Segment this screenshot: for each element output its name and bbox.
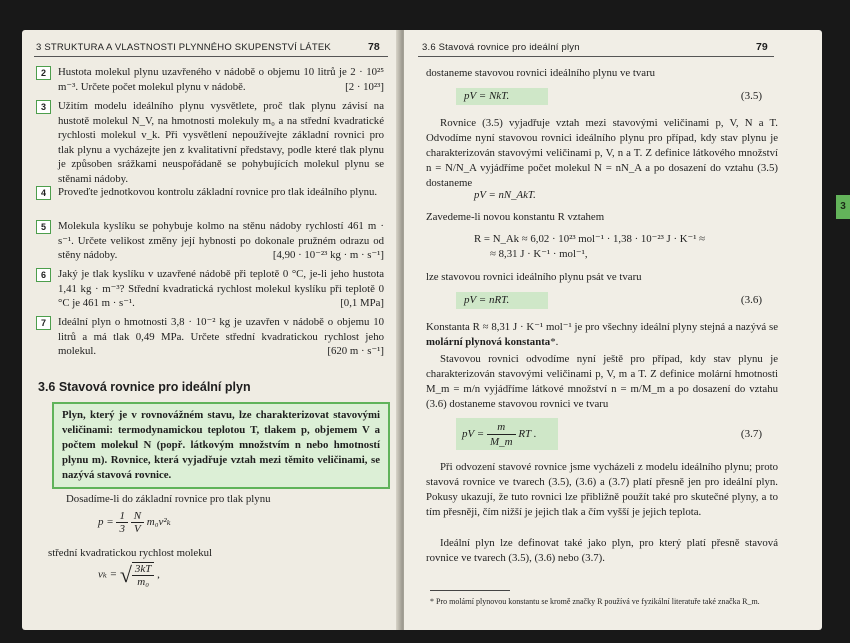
fraction-denominator: m₀ (137, 576, 150, 588)
eq-lhs: p = (98, 516, 114, 529)
left-page-number: 78 (368, 41, 380, 53)
paragraph: dostaneme stavovou rovnici ideálního plynu ve tvaru (426, 67, 656, 79)
fraction-numerator: 1 (116, 510, 128, 523)
exercise-item (58, 99, 384, 187)
header-rule (418, 56, 774, 57)
fraction-denominator: 3 (119, 523, 125, 535)
fraction (116, 510, 128, 535)
left-running-header: 3 STRUKTURA A VLASTNOSTI PLYNNÉHO SKUPENSTVÍ LÁTEK (36, 42, 331, 53)
left-page (22, 30, 402, 630)
exercise-item (58, 267, 384, 311)
term-bold: molární plynová konstanta (426, 336, 551, 348)
right-running-header: 3.6 Stavová rovnice pro ideální plyn (422, 42, 580, 53)
exercise-number: 3 (36, 100, 51, 114)
exercise-number: 5 (36, 220, 51, 234)
right-page (404, 30, 822, 630)
exercise-item (58, 185, 384, 200)
equation: pV = nN_AkT. (474, 189, 536, 201)
fraction (131, 510, 144, 535)
eq-lhs: vₖ = (98, 568, 118, 581)
equation-box: pV = nRT. (456, 292, 548, 309)
fraction (487, 420, 516, 449)
sqrt-sign: √ (119, 562, 132, 587)
exercise-text: Jaký je tlak kyslíku v uzavřené nádobě při teplotě 0 °C, je-li jeho hustota 1,41 kg · m⁻³? Střední kvadratická rychlost molekul kyslíku při teplotě 0 °C je 461 m · s⁻¹. (58, 268, 384, 310)
fraction (132, 562, 155, 588)
exercise-answer: [620 m · s⁻¹] (327, 345, 384, 358)
section-heading: 3.6 Stavová rovnice pro ideální plyn (38, 380, 251, 394)
paragraph: Stavovou rovnici odvodíme nyní ještě pro případ, kdy stav plynu je charakterizován stavovými veličinami p, V, m a T. Z definice molární hmotnosti M_m = m/n vyjádříme látkové množství n = m/M_m a po dosazení do vztahu (3.6) dostaneme stavovou rovnici ve tvaru (426, 353, 778, 410)
right-page-number: 79 (756, 41, 768, 53)
footnote-rule (430, 590, 510, 591)
exercise-text: Ideální plyn o hmotnosti 3,8 · 10⁻² kg je uzavřen v nádobě o objemu 10 litrů a má tlak 0,49 MPa. Určete střední kvadratickou rychlost jeho molekul. (58, 316, 384, 358)
fraction-denominator: M_m (489, 435, 513, 448)
paragraph: Rovnice (3.5) vyjadřuje vztah mezi stavovými veličinami p, V, N a T. Odvodíme nyní stavovou rovnici ideálního plynu pro případ, kdy stav plynu je charakterizován stavovými veličinami p, V, n a T. Z definice látkového množství n = N/N_A vyjádříme počet molekul N = nN_A a po dosazení do vztahu (3.5) dostaneme (426, 117, 778, 189)
exercise-item (58, 65, 384, 94)
exercise-answer: [0,1 MPa] (340, 297, 384, 310)
exercise-text: Hustota molekul plynu uzavřeného v nádobě o objemu 10 litrů je 2 · 10²⁵ m⁻³. Určete počet molekul plynu v nádobě. (58, 66, 384, 93)
exercise-number: 4 (36, 186, 51, 200)
exercise-answer: [4,90 · 10⁻²³ kg · m · s⁻¹] (272, 249, 384, 262)
equation-number: (3.7) (740, 428, 762, 440)
eq-tail: m₀v²ₖ (146, 516, 171, 529)
exercise-number: 6 (36, 268, 51, 282)
eq-tail: RT . (518, 428, 537, 440)
header-rule (34, 56, 388, 57)
text-run: *. (550, 336, 559, 348)
chapter-tab: 3 (836, 195, 850, 219)
exercise-item (58, 219, 384, 263)
paragraph: Zavedeme-li novou konstantu R vztahem (426, 211, 605, 223)
exercise-text: Molekula kyslíku se pohybuje kolmo na stěnu nádoby rychlostí 461 m · s⁻¹. Určete velikost změny její hybnosti po dokonale pružném odrazu od stěny nádoby. (58, 220, 384, 262)
definition-box: Plyn, který je v rovnovážném stavu, lze charakterizovat stavovými veličinami: termodynamickou teplotou T, tlakem p, objemem V a počtem molekul N (popř. látkovým množstvím n nebo hmotností plynu m). Rovnice, která vyjadřuje vztah mezi těmito veličinami, se nazývá stavová rovnice. (52, 402, 390, 489)
paragraph: Ideální plyn lze definovat také jako plyn, pro který platí přesně stavová rovnice ve tvarech (3.5), (3.6) nebo (3.7). (426, 537, 778, 564)
exercise-number: 2 (36, 66, 51, 80)
text-run: Konstanta R ≈ 8,31 J · K⁻¹ mol⁻¹ je pro všechny ideální plyny stejná a nazývá se (426, 321, 778, 333)
equation-box: pV = NkT. (456, 88, 548, 105)
paragraph: Dosadíme-li do základní rovnice pro tlak plynu (66, 493, 271, 505)
exercise-answer: [2 · 10²³] (345, 80, 384, 93)
paragraph: lze stavovou rovnici ideálního plynu psát ve tvaru (426, 271, 642, 283)
exercise-number: 7 (36, 316, 51, 330)
fraction-numerator: N (131, 510, 144, 523)
exercise-item (58, 315, 384, 359)
eq-tail: , (157, 568, 160, 581)
equation-r-line1: R = N_Ak ≈ 6,02 · 10²³ mol⁻¹ · 1,38 · 10⁻²³ J · K⁻¹ ≈ (474, 233, 706, 245)
equation-number: (3.5) (740, 90, 762, 102)
eq-lhs: pV = (462, 428, 485, 440)
equation-pressure (98, 510, 171, 535)
footnote: * Pro molární plynovou konstantu se kromě značky R používá ve fyzikální literatuře také značka R_m. (430, 597, 760, 606)
exercise-text: Proveďte jednotkovou kontrolu základní rovnice pro tlak ideálního plynu. (58, 186, 378, 198)
fraction-denominator: V (133, 523, 141, 535)
equation-velocity (98, 562, 160, 588)
fraction-numerator: m (487, 420, 516, 435)
paragraph (426, 320, 778, 350)
equation-number: (3.6) (740, 294, 762, 306)
fraction-numerator: 3kT (132, 563, 155, 576)
exercise-text: Užitím modelu ideálního plynu vysvětlete, proč tlak plynu závisí na hustotě molekul N_V, na hmotnosti molekuly m₀ a na střední kvadratické rychlosti molekul v_k. Při vysvětlení nepoužívejte základní rovnici pro tlak plynu a vycházejte jen z kvalitativní představy, podle které tlak plynu je způsoben srážkami neuspořádaně se pohybujících molekul plynu se stěnami nádoby. (58, 100, 384, 185)
equation-r-line2: ≈ 8,31 J · K⁻¹ · mol⁻¹, (490, 248, 588, 260)
paragraph: Při odvození stavové rovnice jsme vycházeli z modelu ideálního plynu; proto stavová rovnice ve tvarech (3.5), (3.6) a (3.7) platí přesně jen pro ideální plyn. Pokusy ukazují, že tuto rovnici lze přibližně použít také pro skutečné plyny, a to tím přesněji, čím nižší je jejich tlak a čím vyšší je jejich teplota. (426, 461, 778, 518)
equation-box (456, 418, 558, 450)
paragraph: střední kvadratickou rychlost molekul (48, 547, 213, 559)
